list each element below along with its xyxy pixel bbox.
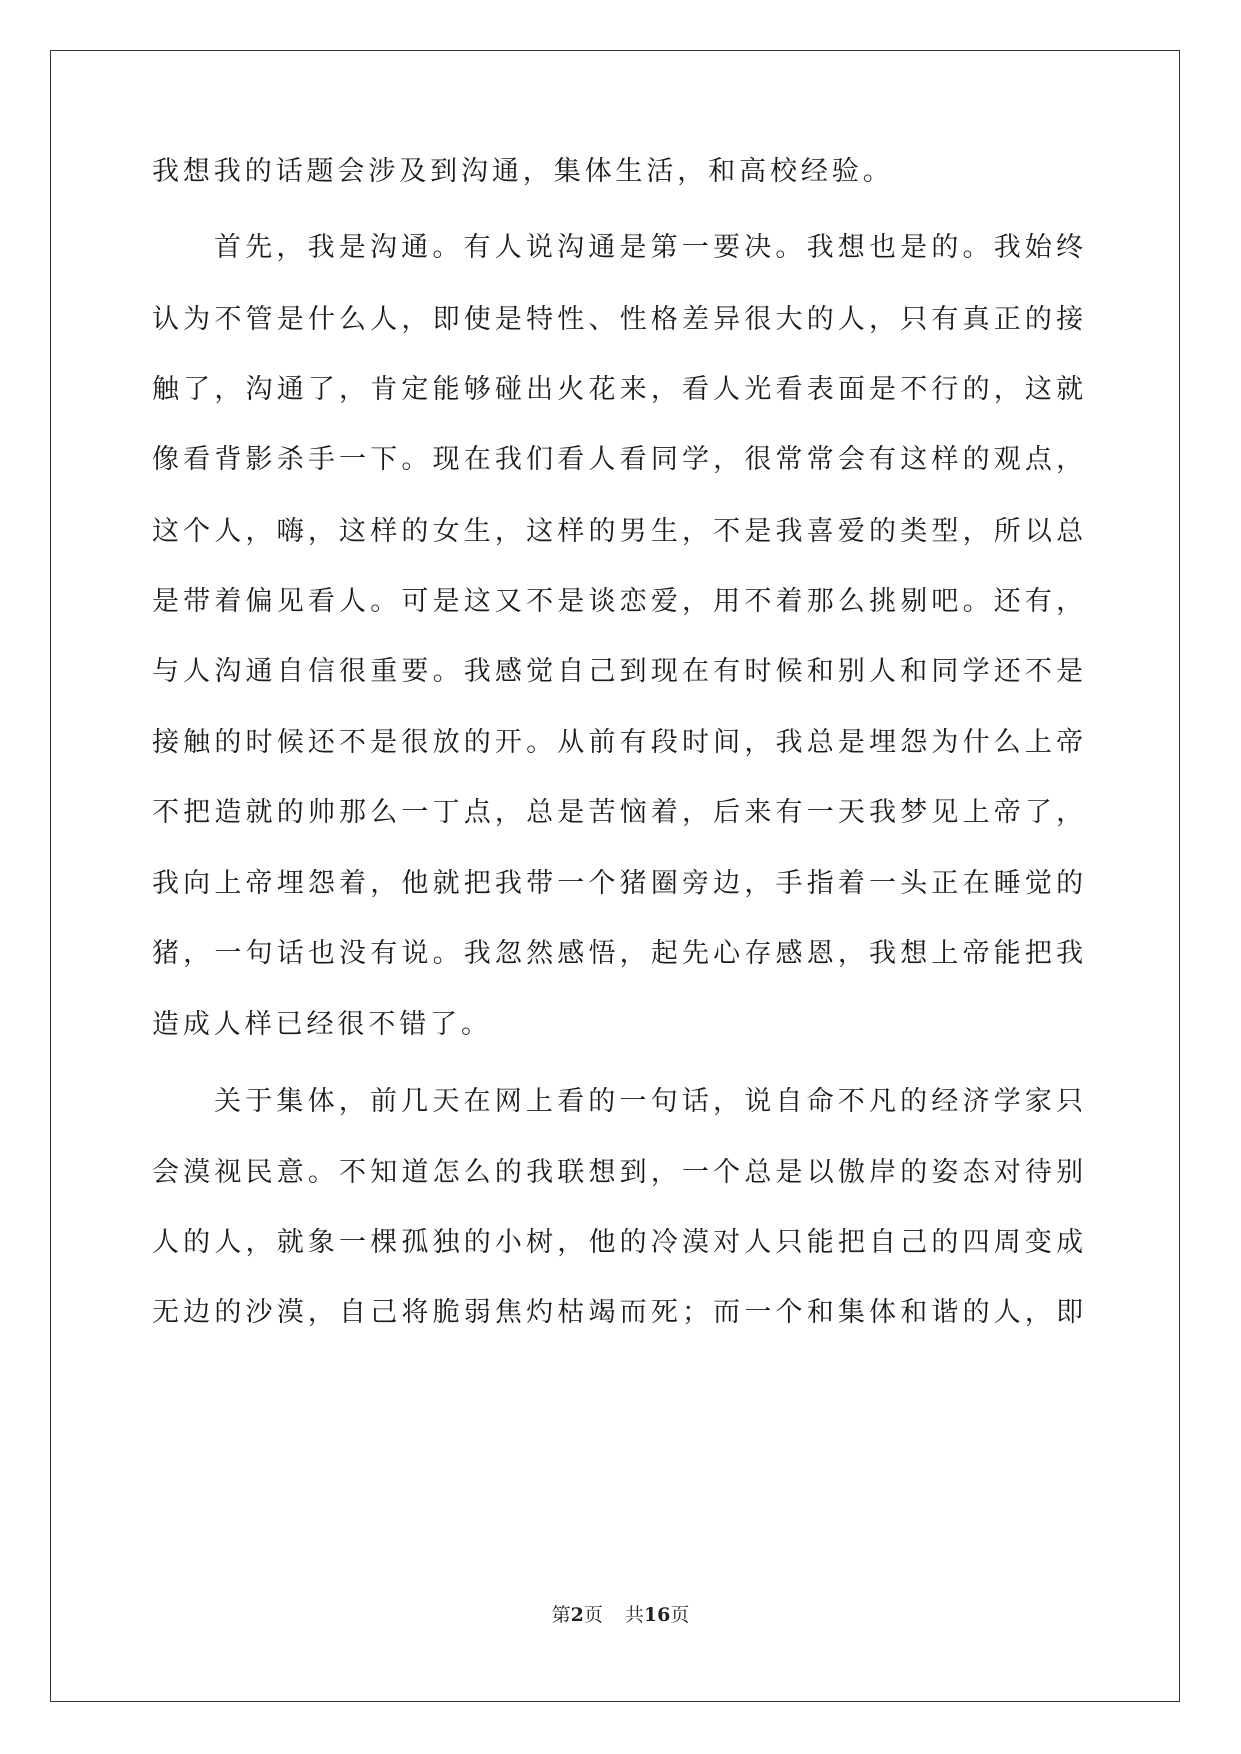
paragraph-line: 像看背影杀手一下。现在我们看人看同学，很常常会有这样的观点， (152, 444, 1087, 475)
paragraph-line: 人的人，就象一棵孤独的小树，他的冷漠对人只能把自己的四周变成 (152, 1227, 1087, 1258)
paragraph-line: 关于集体，前几天在网上看的一句话，说自命不凡的经济学家只 (214, 1086, 1087, 1117)
paragraph-line: 我向上帝埋怨着，他就把我带一个猪圈旁边，手指着一头正在睡觉的 (152, 868, 1087, 899)
paragraph-line: 我想我的话题会涉及到沟通，集体生活，和高校经验。 (152, 156, 894, 187)
paragraph-line: 会漠视民意。不知道怎么的我联想到，一个总是以傲岸的姿态对待别 (152, 1157, 1087, 1188)
paragraph-line: 猪，一句话也没有说。我忽然感悟，起先心存感恩，我想上帝能把我 (152, 938, 1087, 969)
paragraph-line: 与人沟通自信很重要。我感觉自己到现在有时候和别人和同学还不是 (152, 656, 1087, 687)
page-footer (0, 1603, 1241, 1627)
paragraph-line: 这个人，嗨，这样的女生，这样的男生，不是我喜爱的类型，所以总 (152, 516, 1087, 547)
paragraph-line: 接触的时候还不是很放的开。从前有段时间，我总是埋怨为什么上帝 (152, 727, 1087, 758)
paragraph-line: 无边的沙漠，自己将脆弱焦灼枯竭而死；而一个和集体和谐的人，即 (152, 1297, 1087, 1328)
paragraph-line: 不把造就的帅那么一丁点，总是苦恼着，后来有一天我梦见上帝了， (152, 797, 1087, 828)
paragraph-line: 认为不管是什么人，即使是特性、性格差异很大的人，只有真正的接 (152, 304, 1087, 335)
footer-total-pages: 16 (643, 1604, 671, 1626)
paragraph-line: 是带着偏见看人。可是这又不是谈恋爱，用不着那么挑剔吧。还有， (152, 586, 1087, 617)
footer-page-suffix: 页 (583, 1604, 603, 1626)
paragraph-line: 首先，我是沟通。有人说沟通是第一要决。我想也是的。我始终 (214, 232, 1087, 263)
footer-page-prefix: 第 (551, 1604, 571, 1626)
paragraph-line: 触了，沟通了，肯定能够碰出火花来，看人光看表面是不行的，这就 (152, 374, 1087, 405)
paragraph-line: 造成人样已经很不错了。 (152, 1009, 492, 1040)
footer-page-number: 2 (570, 1604, 584, 1626)
footer-total-suffix: 页 (670, 1604, 690, 1626)
footer-total-prefix: 共 (624, 1604, 644, 1626)
